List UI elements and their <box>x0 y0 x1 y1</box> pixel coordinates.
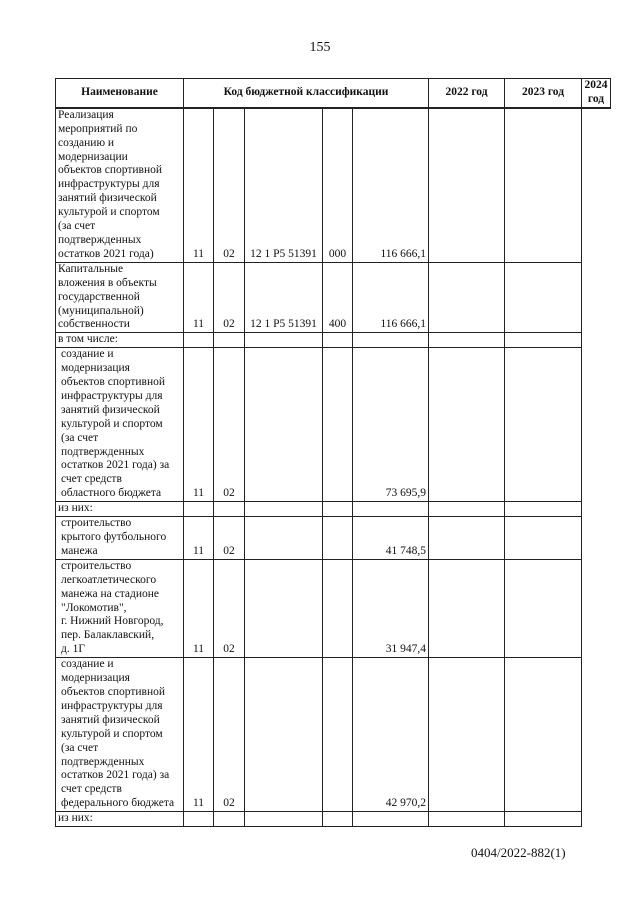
row-subsection: 02 <box>214 559 245 657</box>
row-target-code: 12 1 P5 51391 <box>245 262 323 333</box>
table-row <box>56 502 611 517</box>
row-subsection <box>214 333 245 348</box>
row-target-code <box>245 559 323 657</box>
row-subsection <box>214 502 245 517</box>
table-row <box>56 559 611 657</box>
row-section: 11 <box>184 108 214 262</box>
row-value-2024 <box>505 658 582 812</box>
row-value-2024 <box>505 517 582 560</box>
table-header-row <box>56 79 611 108</box>
row-target-code <box>245 517 323 560</box>
row-value-2022: 116 666,1 <box>353 108 429 262</box>
budget-table <box>55 78 611 827</box>
row-section: 11 <box>184 559 214 657</box>
header-budget-code: Код бюджетной классификации <box>184 79 429 108</box>
row-name: Капитальные вложения в объекты государственной (муниципальной) собственности <box>56 262 184 333</box>
row-name: создание и модернизация объектов спортивной инфраструктуры для занятий физической культурой и спортом (за счет подтвержденных остатков 2021 года) за счет средств областного бюджета <box>56 348 184 502</box>
row-expense-type <box>323 517 353 560</box>
row-section: 11 <box>184 517 214 560</box>
row-section: 11 <box>184 262 214 333</box>
row-name: из них: <box>56 502 184 517</box>
row-target-code <box>245 812 323 827</box>
row-section: 11 <box>184 658 214 812</box>
row-value-2022: 116 666,1 <box>353 262 429 333</box>
row-value-2022 <box>353 502 429 517</box>
row-subsection: 02 <box>214 108 245 262</box>
row-subsection: 02 <box>214 348 245 502</box>
header-2023: 2023 год <box>505 79 582 108</box>
table-row <box>56 658 611 812</box>
header-2024: 2024 год <box>582 79 611 108</box>
row-value-2022: 41 748,5 <box>353 517 429 560</box>
row-expense-type <box>323 559 353 657</box>
row-value-2022: 31 947,4 <box>353 559 429 657</box>
row-name: Реализация мероприятий по созданию и модернизации объектов спортивной инфраструктуры для занятий физической культурой и спортом (за счет подтвержденных остатков 2021 года) <box>56 108 184 262</box>
row-expense-type <box>323 658 353 812</box>
row-value-2024 <box>505 108 582 262</box>
row-section: 11 <box>184 348 214 502</box>
header-2022: 2022 год <box>429 79 505 108</box>
row-subsection <box>214 812 245 827</box>
row-value-2024 <box>505 348 582 502</box>
row-value-2022: 73 695,9 <box>353 348 429 502</box>
row-value-2024 <box>505 559 582 657</box>
row-name: создание и модернизация объектов спортивной инфраструктуры для занятий физической культурой и спортом (за счет подтвержденных остатков 2021 года) за счет средств федерального бюджета <box>56 658 184 812</box>
row-expense-type: 400 <box>323 262 353 333</box>
row-value-2022: 42 970,2 <box>353 658 429 812</box>
row-subsection: 02 <box>214 658 245 812</box>
row-target-code <box>245 333 323 348</box>
row-expense-type: 000 <box>323 108 353 262</box>
row-value-2022 <box>353 333 429 348</box>
page-number: 155 <box>309 40 331 55</box>
table-row <box>56 348 611 502</box>
row-value-2023 <box>429 502 505 517</box>
table-row <box>56 262 611 333</box>
row-target-code <box>245 658 323 812</box>
row-value-2023 <box>429 333 505 348</box>
table-row <box>56 812 611 827</box>
row-value-2023 <box>429 262 505 333</box>
row-value-2023 <box>429 348 505 502</box>
row-subsection: 02 <box>214 517 245 560</box>
row-value-2024 <box>505 502 582 517</box>
row-value-2023 <box>429 812 505 827</box>
row-value-2023 <box>429 559 505 657</box>
table-row <box>56 108 611 262</box>
row-expense-type <box>323 812 353 827</box>
row-value-2024 <box>505 812 582 827</box>
row-expense-type <box>323 348 353 502</box>
table-row <box>56 517 611 560</box>
row-section <box>184 502 214 517</box>
row-value-2022 <box>353 812 429 827</box>
row-section <box>184 333 214 348</box>
row-name: из них: <box>56 812 184 827</box>
row-name: в том числе: <box>56 333 184 348</box>
row-section <box>184 812 214 827</box>
row-value-2023 <box>429 517 505 560</box>
document-code: 0404/2022-882(1) <box>471 845 566 860</box>
row-value-2024 <box>505 262 582 333</box>
row-value-2023 <box>429 658 505 812</box>
row-value-2024 <box>505 333 582 348</box>
row-name: строительство крытого футбольного манежа <box>56 517 184 560</box>
row-target-code: 12 1 P5 51391 <box>245 108 323 262</box>
row-subsection: 02 <box>214 262 245 333</box>
row-target-code <box>245 348 323 502</box>
row-expense-type <box>323 502 353 517</box>
table-row <box>56 333 611 348</box>
row-target-code <box>245 502 323 517</box>
header-name: Наименование <box>56 79 184 108</box>
row-name: строительство легкоатлетического манежа на стадионе "Локомотив", г. Нижний Новгород, пер. Балаклавский, д. 1Г <box>56 559 184 657</box>
row-value-2023 <box>429 108 505 262</box>
row-expense-type <box>323 333 353 348</box>
